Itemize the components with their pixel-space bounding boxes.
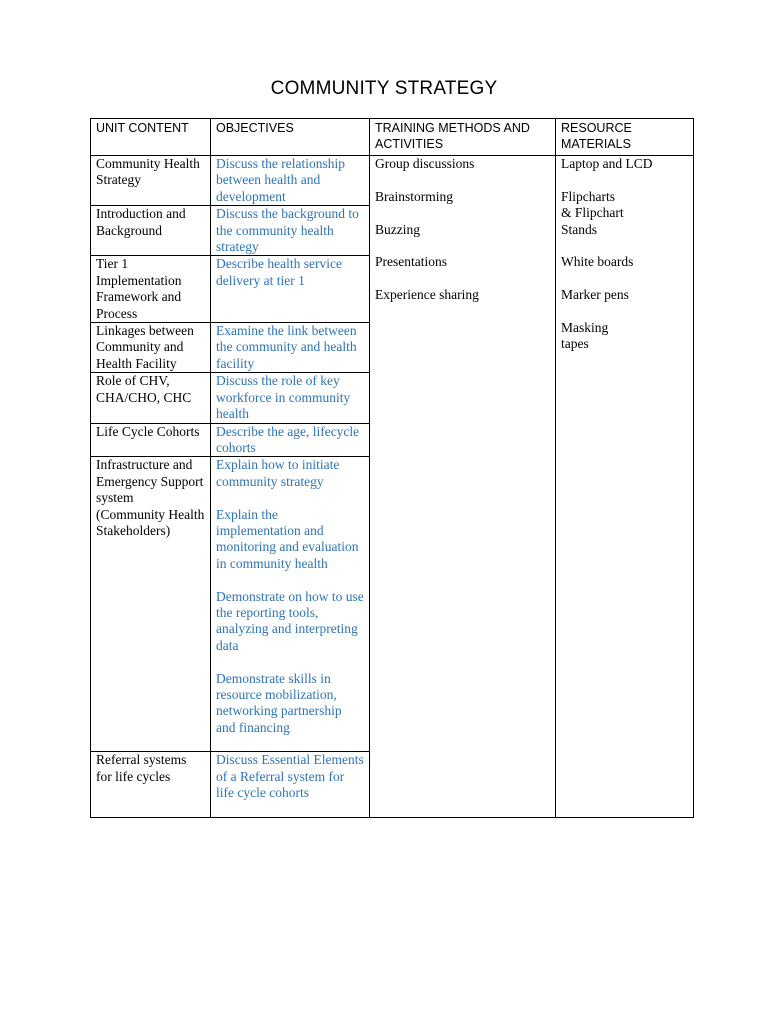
resource-materials-cell: [556, 156, 694, 818]
table-header-row: [91, 119, 694, 156]
objective-text: Discuss the role of key workforce in community health: [216, 373, 351, 422]
header-training-methods: TRAINING METHODS AND ACTIVITIES: [370, 119, 556, 156]
resource-material: Laptop and LCD: [561, 156, 653, 171]
resource-material: Marker pens: [561, 287, 629, 303]
objective-text: Discuss the background to the community health strategy: [216, 206, 359, 255]
objective-text: Discuss Essential Elements of a Referral system for life cycle cohorts: [216, 752, 364, 801]
objective-text: Examine the link between the community and health facility: [216, 323, 357, 371]
table-row: [91, 156, 694, 206]
resource-material: Masking tapes: [561, 320, 609, 352]
unit-cell: Community Health Strategy: [91, 156, 211, 206]
objective-text: Describe health service delivery at tier 1: [216, 256, 342, 288]
objective-text: Discuss the relationship between health and development: [216, 156, 345, 204]
objective-cell: [211, 323, 370, 373]
objective-cell: [211, 752, 370, 818]
training-method: Group discussions: [375, 156, 475, 171]
objective-cell: [211, 457, 370, 752]
objective-text: Demonstrate on how to use the reporting tools, analyzing and interpreting data: [216, 588, 364, 653]
header-unit-content: UNIT CONTENT: [91, 119, 211, 156]
training-method: Presentations: [375, 254, 447, 270]
objective-cell: [211, 373, 370, 423]
resource-material: Flipcharts & Flipchart Stands: [561, 188, 624, 237]
header-objectives: OBJECTIVES: [211, 119, 370, 156]
objective-text: Describe the age, lifecycle cohorts: [216, 423, 360, 455]
objective-text: Explain how to initiate community strategy: [216, 457, 340, 489]
training-method: Brainstorming: [375, 188, 453, 204]
unit-cell: Linkages between Community and Health Facility: [91, 323, 211, 373]
strategy-table: [90, 118, 694, 818]
unit-cell: Infrastructure and Emergency Support system (Community Health Stakeholders): [91, 457, 211, 752]
objective-cell: [211, 206, 370, 256]
training-method: Buzzing: [375, 221, 420, 237]
objective-text: Explain the implementation and monitoring and evaluation in community health: [216, 506, 359, 571]
objective-text: Demonstrate skills in resource mobilization, networking partnership and financing: [216, 670, 342, 735]
header-resource-materials: RESOURCE MATERIALS: [556, 119, 694, 156]
resource-material: White boards: [561, 254, 634, 270]
unit-cell: Referral systems for life cycles: [91, 752, 211, 818]
unit-cell: Life Cycle Cohorts: [91, 423, 211, 457]
training-methods-cell: [370, 156, 556, 818]
page-title: COMMUNITY STRATEGY: [270, 78, 498, 99]
unit-cell: Role of CHV, CHA/CHO, CHC: [91, 373, 211, 423]
objective-cell: [211, 423, 370, 457]
unit-cell: Tier 1 Implementation Framework and Process: [91, 256, 211, 323]
unit-cell: Introduction and Background: [91, 206, 211, 256]
training-method: Experience sharing: [375, 287, 479, 303]
objective-cell: [211, 256, 370, 323]
objective-cell: [211, 156, 370, 206]
